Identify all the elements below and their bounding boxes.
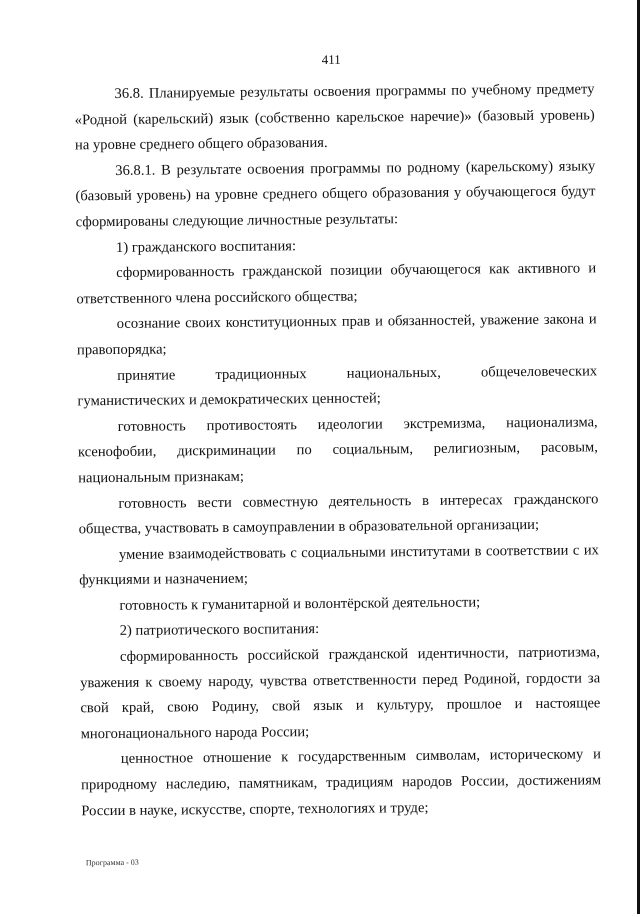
list-item: сформированность российской гражданской идентичности, патриотизма, уважения к своему народу, чувства ответственности перед Родиной, гордости за свой край, свою Родину, свой язык и культуру, прошлое и настоящее многонационального народа России;: [80, 644, 601, 743]
section-heading-paragraph: 36.8. Планируемые результаты освоения программы по учебному предмету «Родной (карельский) язык (собственно карельское наречие)» (базовый уровень) на уровне среднего общего образования.: [74, 81, 595, 154]
page-number: 411: [321, 51, 341, 67]
intro-paragraph: 36.8.1. В результате освоения программы по родному (карельскому) языку (базовый уровень) на уровне среднего общего образования у обучающегося будут сформированы следующие личностные результаты:: [75, 158, 596, 231]
list-item: готовность вести совместную деятельность в интересах гражданского общества, участвовать в самоуправлении в образовательной организации;: [78, 490, 599, 538]
list-item: принятие традиционных национальных, общечеловеческих гуманистических и демократических ценностей;: [77, 362, 598, 410]
list-item: сформированность гражданской позиции обучающегося как активного и ответственного члена российского общества;: [76, 260, 597, 308]
list-item: готовность к гуманитарной и волонтёрской деятельности;: [119, 594, 481, 614]
list-item: ценностное отношение к государственным символам, историческому и природному наследию, памятникам, традициям народов России, достижениям России в науке, искусстве, спорте, технологиях и труде;: [81, 746, 602, 819]
list-item: умение взаимодействовать с социальными институтами в соответствии с их функциями и назначением;: [79, 542, 599, 589]
footer-code: Программа - 03: [85, 857, 139, 868]
document-body: [74, 77, 601, 824]
list-item: готовность противостоять идеологии экстремизма, национализма, ксенофобии, дискриминации по социальным, религиозным, расовым, национальным признакам;: [77, 414, 598, 487]
list-item: осознание своих конституционных прав и обязанностей, уважение закона и правопорядка;: [76, 311, 597, 359]
list-heading-patriotic: 2) патриотического воспитания:: [119, 621, 320, 640]
list-heading-civic: 1) гражданского воспитания:: [115, 237, 297, 256]
